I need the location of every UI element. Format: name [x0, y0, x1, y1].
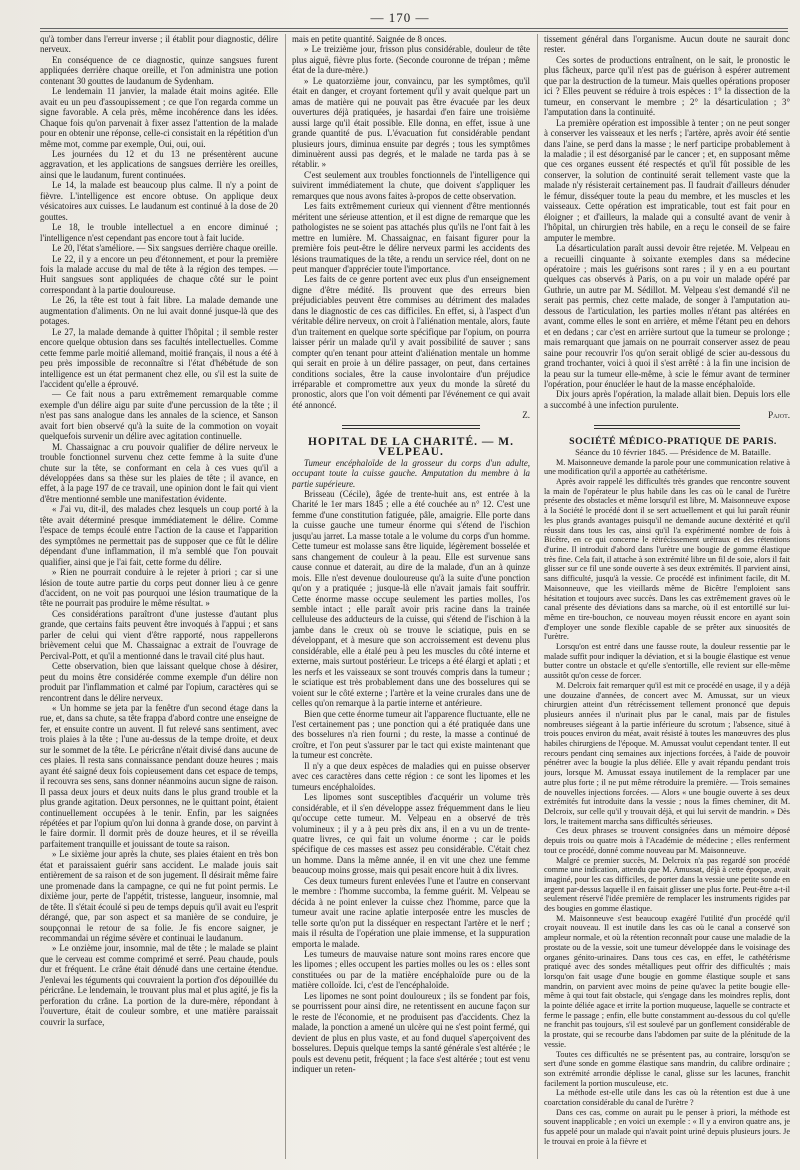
section-divider [342, 425, 480, 429]
paragraph: « J'ai vu, dit-il, des malades chez lesquels un coup porté à la tête avait déterminé presque immédiatement le délire. Comme l'espace de temps écoulé entre l'action de la cause et l'apparition des symptômes ne permettait pas de supposer que ce fût le délire dépendant d'une inflammation, il m'a semblé que l'on pouvait qualifier, ainsi que je l'ai fait, cette forme du délire. [40, 504, 278, 567]
section-title: HOPITAL DE LA CHARITÉ. — M. VELPEAU. [307, 435, 515, 459]
paragraph: Ces sortes de productions entraînent, on le sait, le pronostic le plus fâcheux, parce qu'il n'est pas de guérison à espérer autrement que par la destruction de la tumeur. Mais quelles opérations proposer ici ? Elles peuvent se réduire à trois espèces : 1° la dissection de la tumeur, en conservant le membre ; 2° la désarticulation ; 3° l'amputation dans la continuité. [544, 54, 790, 118]
paragraph: M. Chassaignac a cru pouvoir qualifier de délire nerveux le trouble fonctionnel survenu chez cette femme à la suite d'une chute sur la tête, se conformant en cela à ces vues qu'il a développées dans sa thèse sur les plaies de tête ; il avance, en effet, à la page 197 de ce travail, une opinion dont le fait qui vient d'être mentionné semble une manifestation évidente. [40, 441, 278, 504]
paragraph: Dans ces cas, comme on aurait pu le penser à priori, la méthode est souvent inapplicable ; en voici un exemple : « Il y a environ quatre ans, je fus appelé pour un malade qui n'avait point uriné depuis plusieurs jours. Je le trouvai en proie à la fièvre et [544, 1107, 790, 1146]
paragraph: — Ce fait nous a paru extrêmement remarquable comme exemple d'un délire aigu par suite d'une percussion de la tête ; il n'est pas sans analogue dans les annales de la science, et Sanson avait fort bien observé qu'à la suite de la commotion on voyait quelquefois survenir un délire avec agitation continuelle. [40, 389, 278, 442]
section-divider [594, 425, 740, 429]
paragraph: Les faits de ce genre portent avec eux plus d'un enseignement digne d'être médité. Ils prouvent que des erreurs bien préjudiciables peuvent être commises au détriment des malades dans le diagnostic de ces cas difficiles. En effet, si, à l'aspect d'un véritable délire nerveux, on croit à l'aliénation mentale, alors, faute d'un traitement en quelque sorte spécifique par l'opium, on pourra laisser périr un malade qu'il y avait possibilité de sauver ; sans compter qu'en tenant pour atteint d'aliénation mentale un homme qui serait en proie à un délire passager, on peut, dans certaines conditions sociales, être la cause involontaire d'un préjudice irréparable et compromettre aux yeux du monde la sûreté du pronostic, alors que l'on voit démenti par l'événement ce qui avait été annoncé. [292, 274, 530, 410]
paragraph: Les faits extrêmement curieux qui viennent d'être mentionnés méritent une sérieuse attention, et il est digne de remarque que les pathologistes ne se soient pas attachés plus qu'ils ne l'ont fait à les mettre en lumière. M. Chassaignac, en faisant figurer pour la première fois peut-être le délire nerveux parmi les accidents des lésions traumatiques de la tête, a rendu un service réel, dont on ne peut manquer d'apprécier toute l'importance. [292, 201, 530, 274]
section-subtitle: Tumeur encéphaloïde de la grosseur du corps d'un adulte, occupant toute la cuisse gauche. Amputation du membre à la partie supérieure. [292, 457, 530, 489]
paragraph: Les lipomes sont susceptibles d'acquérir un volume très considérable, et il s'en développe assez fréquemment dans le lieu qu'occupe cette tumeur. M. Velpeau en a observé de très volumineux ; il y a à peu près dix ans, il en a vu un de trente-quatre livres, ce qui fait un volume énorme ; car le poids spécifique de ces masses est assez peu considérable. C'était chez un homme. Dans la même année, il en vit une chez une femme beaucoup moins grosse, mais qui pesait encore huit à dix livres. [292, 792, 530, 876]
paragraph: Malgré ce premier succès, M. Delcroix n'a pas regardé son procédé comme une indication, attendu que M. Amussat, déjà à cette époque, avait imaginé, pour les cas difficiles, de porter dans la vessie une petite sonde en argent par-dessus laquelle il en faisait glisser une plus forte. Peut-être a-t-il seulement réservé l'idée première de remplacer les instruments rigides par des bougies en gomme élastique. [544, 855, 790, 914]
paragraph: « Un homme se jeta par la fenêtre d'un second étage dans la rue, et, dans sa chute, sa tête frappa d'abord contre une enseigne de fer, et ensuite contre un auvent. Il fut relevé sans sentiment, avec trois plaies à la tête ; l'une au-dessus de la tempe droite, et deux sur le sommet de la tête. Le péricrâne n'était divisé dans aucune de ces plaies. Il resta sans connaissance pendant douze heures ; mais ayant été saigné deux fois copieusement dans cet espace de temps, il recouvra ses sens, sans donner néanmoins aucun signe de raison. Il passa deux jours et deux nuits dans le plus grand trouble et la plus grande agitation. Deux personnes, ne le quittant point, étaient continuellement occupées à le tenir. Enfin, par les saignées répétées et par l'opium qu'on lui donna à grande dose, on parvint à le faire dormir. Il dormit près de douze heures, et il se réveilla parfaitement tranquille et jouissant de toute sa raison. [40, 703, 278, 849]
paragraph: Le 20, l'état s'améliore. — Six sangsues derrière chaque oreille. [52, 243, 278, 254]
paragraph: mais en petite quantité. Saignée de 8 onces. [292, 34, 447, 44]
paragraph: » Le treizième jour, frisson plus considérable, douleur de tête plus aiguë, fièvre plus forte. (Seconde couronne de trépan ; même état de la dure-mère.) [292, 44, 530, 76]
column-2-continuation [292, 34, 530, 410]
paragraph: Le 27, la malade demande à quitter l'hôpital ; il semble rester encore quelque obtusion dans ses facultés intellectuelles. Comme cette femme parle moitié allemand, moitié français, il nous a été à peu près impossible de reconnaître si l'état d'hébétude de son intelligence est un état permanent chez elle, ou s'il est la suite de l'accident qu'elle a éprouvé. [40, 326, 278, 389]
paragraph: Il n'y a que deux espèces de maladies qui en puisse observer avec ces caractères dans cette région : ce sont les lipomes et les tumeurs encéphaloïdes. [292, 760, 530, 792]
paragraph: tissement général dans l'organisme. Aucun doute ne saurait donc rester. [544, 34, 790, 55]
author-signature: Z. [522, 410, 530, 421]
paragraph: La désarticulation paraît aussi devoir être rejetée. M. Velpeau en a recueilli cinquante à soixante exemples dans sa médecine opératoire ; mais les guérisons sont rares ; il y en a eu pourtant quelques cas observés à Paris, on a pu voir un malade opéré par Guthrie, un autre par M. Sédillot. M. Velpeau s'est demandé s'il ne serait pas permis, chez cette malade, de songer à l'amputation au-dessous de l'articulation, les parties molles n'étant pas altérées en avant, comme elles le sont en arrière, et même l'étant peu en dehors et en dedans ; car c'est en arrière surtout que la tumeur se prolonge ; mais remarquant que jamais on ne pourrait conserver assez de peau saine pour recouvrir l'os qu'on serait obligé de scier au-dessous du grand trochanter, voici à quoi il s'est arrêté : à la fin une incision de la peau sur la tumeur elle-même, à scie le fémur avant de terminer l'opération, pour énucléer le haut de la masse encéphaloïde. [544, 243, 790, 389]
column-1 [40, 34, 278, 1159]
paragraph: qu'à tomber dans l'erreur inverse ; il établit pour diagnostic, délire nerveux. [40, 34, 278, 55]
paragraph: Dix jours après l'opération, la malade allait bien. Depuis lors elle a succombé à une infection purulente. [544, 389, 790, 410]
paragraph: Cette observation, bien que laissant quelque chose à désirer, peut du moins être considérée comme exemple d'un délire non produit par l'inflammation et calmé par l'opium, caractères qui se rencontrent dans le délire nerveux. [40, 661, 278, 703]
section-title: SOCIÉTÉ MÉDICO-PRATIQUE DE PARIS. [569, 435, 777, 447]
paragraph: Ces deux phrases se trouvent consignées dans un mémoire déposé depuis trois ou quatre mois à l'Académie de médecine ; elles renferment tout ce procédé, donné comme nouveau par M. Maisonneuve. [544, 826, 790, 855]
column-separator [285, 34, 286, 1159]
paragraph: M. Maisonneuve s'est beaucoup exagéré l'utilité d'un procédé qu'il croyait nouveau. Il est inutile dans les cas où le canal a conservé son ampleur normale, et où la rétention reconnaît pour cause une maladie de la prostate ou de la vessie, soit une tumeur développée dans le voisinage des organes génito-urinaires. Dans tous ces cas, en effet, le cathétérisme pratiqué avec des sondes métalliques peut offrir des difficultés ; mais lorsqu'on fait usage d'une bougie en gomme élastique souple et sans mandrin, on parvient avec moins de peine qu'avec la petite bougie elle-même à qui tout fait obstacle, qui s'engage dans les moindres replis, dont la pointe déliée agace et irrite la portion muqueuse, laquelle se contracte et ferme le passage ; enfin, elle butte constamment au-dessous du col qu'elle ne franchit pas toujours, s'il est soulevé par un gonflement considérable de la prostate, qui se recourbe dans l'abdomen par suite de la plénitude de la vessie. [544, 913, 790, 1049]
paragraph: Le 26, la tête est tout à fait libre. La malade demande une augmentation d'aliments. On ne lui avait donné jusque-là que des potages. [40, 295, 278, 327]
paragraph: La première opération est impossible à tenter ; on ne peut songer à conserver les vaisseaux et les nerfs ; l'artère, après avoir été sentie dans l'aine, se perd dans la masse ; le nerf participe probablement à la maladie ; il est désorganisé par le cancer ; et, en supposant même que ces organes eussent été respectés et qu'il fût possible de les conserver, la solution de continuité serait tellement vaste que la malade n'y résisterait certainement pas. Il faudrait d'ailleurs dénuder le fémur, disséquer toute la peau du membre, et les muscles et les vaisseaux. Cette opération est impraticable, tout est fait pour en éloigner ; et d'ailleurs, la malade qui a consulté avant de venir à l'hôpital, un chirurgien très habile, en a reçu le conseil de se faire amputer le membre. [544, 117, 790, 243]
paragraph: Ces considérations paraîtront d'une justesse d'autant plus grande, que certains faits peuvent être invoqués à l'appui ; et sans parler de celui qui vient d'être rapporté, nous rappellerons brièvement celui que M. Chassaignac a extrait de l'ouvrage de Percival-Pott, et qu'il a mentionné dans le travail cité plus haut. [40, 608, 278, 661]
paragraph: Les journées du 12 et du 13 ne présentèrent aucune aggravation, et les applications de sangsues derrière les oreilles, ainsi que le laudanum, furent continuées. [40, 148, 278, 180]
header-rule [40, 28, 788, 32]
paragraph: Le lendemain 11 janvier, la malade était moins agitée. Elle avait eu un peu d'assoupissement ; ce que l'on regarda comme un signe favorable. A cela près, même incohérence dans les idées. Chaque fois qu'on parvenait à fixer assez l'attention de la malade pour en obtenir une réponse, celle-ci consistait en la répétition d'un même mot, comme par exemple, Oui, oui, oui. [40, 86, 278, 149]
paragraph: » Le sixième jour après la chute, ses plaies étaient en très bon état et paraissaient guérir sans accident. Le malade jouis sait entièrement de sa raison et de son jugement. Il désirait même faire une promenade dans la campagne, ce qui ne fut point permis. Le dixième jour, perte de l'appétit, tristesse, langueur, insomnie, mal de tête. Il s'était écoulé si peu de temps depuis qu'il avait eu l'esprit dérangé, que, par son aspect et sa manière de se conduire, je soupçonnai le retour de sa folie. Je fis encore saigner, je recommandai un régime sévère et continuai le laudanum. [40, 849, 278, 943]
paragraph: » Rien ne pourrait conduire à le rejeter à priori ; car si une lésion de toute autre partie du corps peut donner lieu à ce genre d'accident, on ne voit pas pourquoi une lésion traumatique de la tête ne pourrait pas produire le même résultat. » [40, 567, 278, 609]
author-signature: Pajot. [768, 410, 790, 421]
paragraph: Bien que cette énorme tumeur ait l'apparence fluctuante, elle ne l'est certainement pas ; une ponction qui a été pratiquée dans une des bosselures n'a rien fourni ; du reste, la masse a continué de croître, et l'on peut s'assurer par le tact qui existe maintenant que la tumeur est concrète. [292, 708, 530, 761]
paragraph: Le 18, le trouble intellectuel a en encore diminué ; l'intelligence n'est cependant pas encore tout à fait lucide. [40, 222, 278, 243]
paragraph: Les tumeurs de mauvaise nature sont moins rares encore que les lipomes ; elles occupent les parties molles ou les os : elles sont constituées ou par de la matière encéphaloïde pure ou de la matière colloïde. Ici, c'est de l'encéphaloïde. [292, 948, 530, 991]
paragraph: Brisseau (Cécile), âgée de trente-huit ans, est entrée à la Charité le 1er mars 1845 ; elle a été couchée au n° 12. C'est une femme d'une constitution fatiguée, pâle, amaigrie. Elle porte dans la cuisse gauche une tumeur énorme qui s'étend de l'ischion jusqu'au jarret. La masse totale a le volume du corps d'un homme. Cette tumeur est molasse sans être liquide, légèrement bosselée et sans changement de couleur à la peau. Elle est survenue sans cause connue et daterait, au dire de la malade, d'un an à quinze mois. Elle n'est devenue douloureuse qu'à la suite d'une ponction qu'on y a pratiquée ; jusque-là elle n'avait jamais fait souffrir. Cette énorme masse occupe seulement les parties molles, l'os semble intact ; elle paraît avoir pris racine dans la trainée celluleuse des adducteurs de la cuisse, qui s'étend de l'ischion à la jambe dans le creux où se trouve le sciatique, puis en se développant, et à mesure que son accroissement est devenu plus considérable, elle a étalé peu à peu les muscles du côté interne et externe, mais surtout postérieur. Le triceps a été élargi et aplati ; et les nerfs et les vaisseaux se sont trouvés compris dans la tumeur ; le sciatique est très probablement dans une des bosselures qui se voient sur le côté externe ; l'artère et la veine crurales dans une de celles qu'on remarque à la partie interne et antérieure. [292, 489, 530, 709]
session-line: Séance du 10 février 1845. — Présidence de M. Bataille. [575, 447, 771, 458]
column-3-continuation [544, 34, 790, 410]
paragraph: Les lipomes ne sont point douloureux ; ils se fondent par fois, se pourrissent pour ainsi dire, ne retentissent en aucune façon sur le reste de l'économie, et ne produisent pas d'accidents. Chez la malade, la ponction a amené un ulcère qui ne s'est point fermé, qui devient de plus en plus vaste, et au fond duquel s'aperçoivent des bosselures. Depuis quelque temps la santé générale s'est altérée ; le pouls est devenu petit, fréquent ; la face s'est altérée ; tout est venu indiquer un reten- [292, 990, 530, 1074]
section-body [544, 458, 790, 1147]
paragraph: » Le quatorzième jour, convaincu, par les symptômes, qu'il était en danger, et croyant fortement qu'il y avait quelque part un amas de matière qui ne pouvait pas être évacuée par les deux ouvertures déjà pratiquées, je hasardai d'en faire une troisième aussi large qu'il était possible. Elle donna, en effet, issue à une grande quantité de pus. L'évacuation fut considérable pendant plusieurs jours, diminua ensuite par degrés ; tous les symptômes diminuèrent aussi pas degrés, et le malade ne tarda pas à se rétablir. » [292, 75, 530, 170]
column-2 [292, 34, 530, 1159]
paragraph: Toutes ces difficultés ne se présentent pas, au contraire, lorsqu'on se sert d'une sonde en gomme élastique sans mandrin, du calibre ordinaire ; son extrémité arrondie déplisse le canal, glisse sur les lacunes, franchit facilement la portion musculeuse, etc. [544, 1049, 790, 1088]
column-separator [537, 34, 538, 1159]
section-body [292, 489, 530, 1074]
paragraph: M. Maisonneuve demande la parole pour une communication relative à une modification qu'il a apportée au cathétérisme. [544, 457, 790, 477]
paragraph: En conséquence de ce diagnostic, quinze sangsues furent appliquées derrière chaque oreille, et l'on administra une potion contenant 30 gouttes de laudanum de Sydenham. [40, 54, 278, 86]
paragraph: M. Delcroix fait remarquer qu'il est mit ce procédé en usage, il y a déjà une douzaine d'années, de concert avec M. Amussat, sur un vieux chirurgien atteint d'un rétrécissement tellement prononcé que depuis plusieurs années il n'urinait plus par le canal, mais par de fistules nombreuses siégeant à la partie inférieure du scrotum ; l'absence, situé à trois pouces environ du méat, avait résisté à toutes les manœuvres des plus habiles chirurgiens de l'époque. M. Amussat voulut cependant tenter. Il eut recours pendant cinq semaines aux injections forcées, à l'aide de pouvoir pénétrer avec la bougie la plus déliée. Elle y avait répandu pendant trois jours, lorsque M. Amussat essaya inutilement de la remplacer par une autre plus forte ; il ne put même rétroduire la première. — Trois semaines de nouvelles injections forcées. — Alors « une bougie ouverte à ses deux extrémités fut introduite dans la vessie ; nous la fîmes cheminer, dit M. Delcroix, sur celle qu'il y trouvait déjà, et qui lui servit de mandrin. » Dès lors, le traitement marcha sans difficultés sérieuses. [544, 680, 790, 826]
page-number: — 170 — [370, 10, 430, 25]
paragraph: Ces deux tumeurs furent enlevées l'une et l'autre en conservant le membre : l'homme succomba, la femme guérit. M. Velpeau se décida à ne point enlever la cuisse chez l'homme, parce que la tumeur avait une racine aplatie interposée entre les muscles de telle sorte qu'on put la disséquer en respectant l'artère et le nerf ; mais il résulta de l'opération une plaie immense, et la suppuration emporta le malade. [292, 875, 530, 949]
paragraph: C'est seulement aux troubles fonctionnels de l'intelligence qui suivirent immédiatement la chute, que doivent s'appliquer les remarques que nous avons faites à-propos de cette observation. [292, 169, 530, 201]
paragraph: Le 14, la malade est beaucoup plus calme. Il n'y a point de fièvre. L'intelligence est encore obtuse. On applique deux vésicatoires aux cuisses. Le laudanum est continué à la dose de 20 gouttes. [40, 180, 278, 222]
paragraph: La méthode est-elle utile dans les cas où la rétention est due à une coarctation considérable du canal de l'urètre ? [544, 1088, 790, 1108]
paragraph: » Le onzième jour, insomnie, mal de tête ; le malade se plaint que le cerveau est comme comprimé et serré. Peau chaude, pouls dur et fréquent. Le crâne était dénudé dans une certaine étendue. J'enlevai les téguments qui couvraient la portion d'os dépouillée du péricrâne. Le lendemain, le trouvant plus mal et plus agité, je fis la perforation du crâne. La portion de la dure-mère, répondant à l'ouverture, était de couleur sombre, et une matière paraissait couvrir la surface, [40, 943, 278, 1027]
column-3 [544, 34, 790, 1159]
paragraph: Le 22, il y a encore un peu d'étonnement, et pour la première fois la malade accuse du mal de tête à la région des tempes. — Huit sangsues sont appliquées de chaque côté sur le point correspondant à la partie douloureuse. [40, 253, 278, 295]
paragraph: Après avoir rappelé les difficultés très grandes que rencontre souvent la main de l'opérateur le plus habile dans les cas où le canal de l'urètre présente des obstacles et même lorsqu'il est libre, M. Maisonneuve expose à la Société le procédé dont il se sert actuellement et qui lui paraît réunir les plus grands avantages puisqu'il ne demande aucune dextérité et qu'il réussit dans tous les cas, ainsi qu'il l'a expérimenté nombre de fois à Bicêtre, en ce qui concerne le rétrécissement urétraux et des rétentions d'urine. Il introduit d'abord dans l'urètre une bougie de gomme élastique très fine. Cela fait, il attache à son extrémité libre un fil de soie, alors il fait glisser sur ce fil une sonde ouverte à ses deux extrémités. Il parvient ainsi, sans difficulté, jusqu'à la vessie. Ce procédé est infiniment facile, dit M. Maisonneuve, que les vieillards même de Bicêtre l'emploient sans hésitation et toujours avec succès. Dans les cas extrêmement graves où le canal présente des déviations dans sa marche, où il est entortillé sur lui-même en tire-bouchon, ce nouveau moyen réussit encore en ayant soin d'employer une sonde flexible capable de se prêter aux sinuosités de l'urètre. [544, 477, 790, 642]
paragraph: Lorsqu'on est entré dans une fausse route, la douleur ressentie par le malade suffit pour indiquer la déviation, et si la bougie élastique est venue butter contre un obstacle et qu'elle s'entortille, elle revient sur elle-même aussitôt qu'on cesse de forcer. [544, 642, 790, 681]
